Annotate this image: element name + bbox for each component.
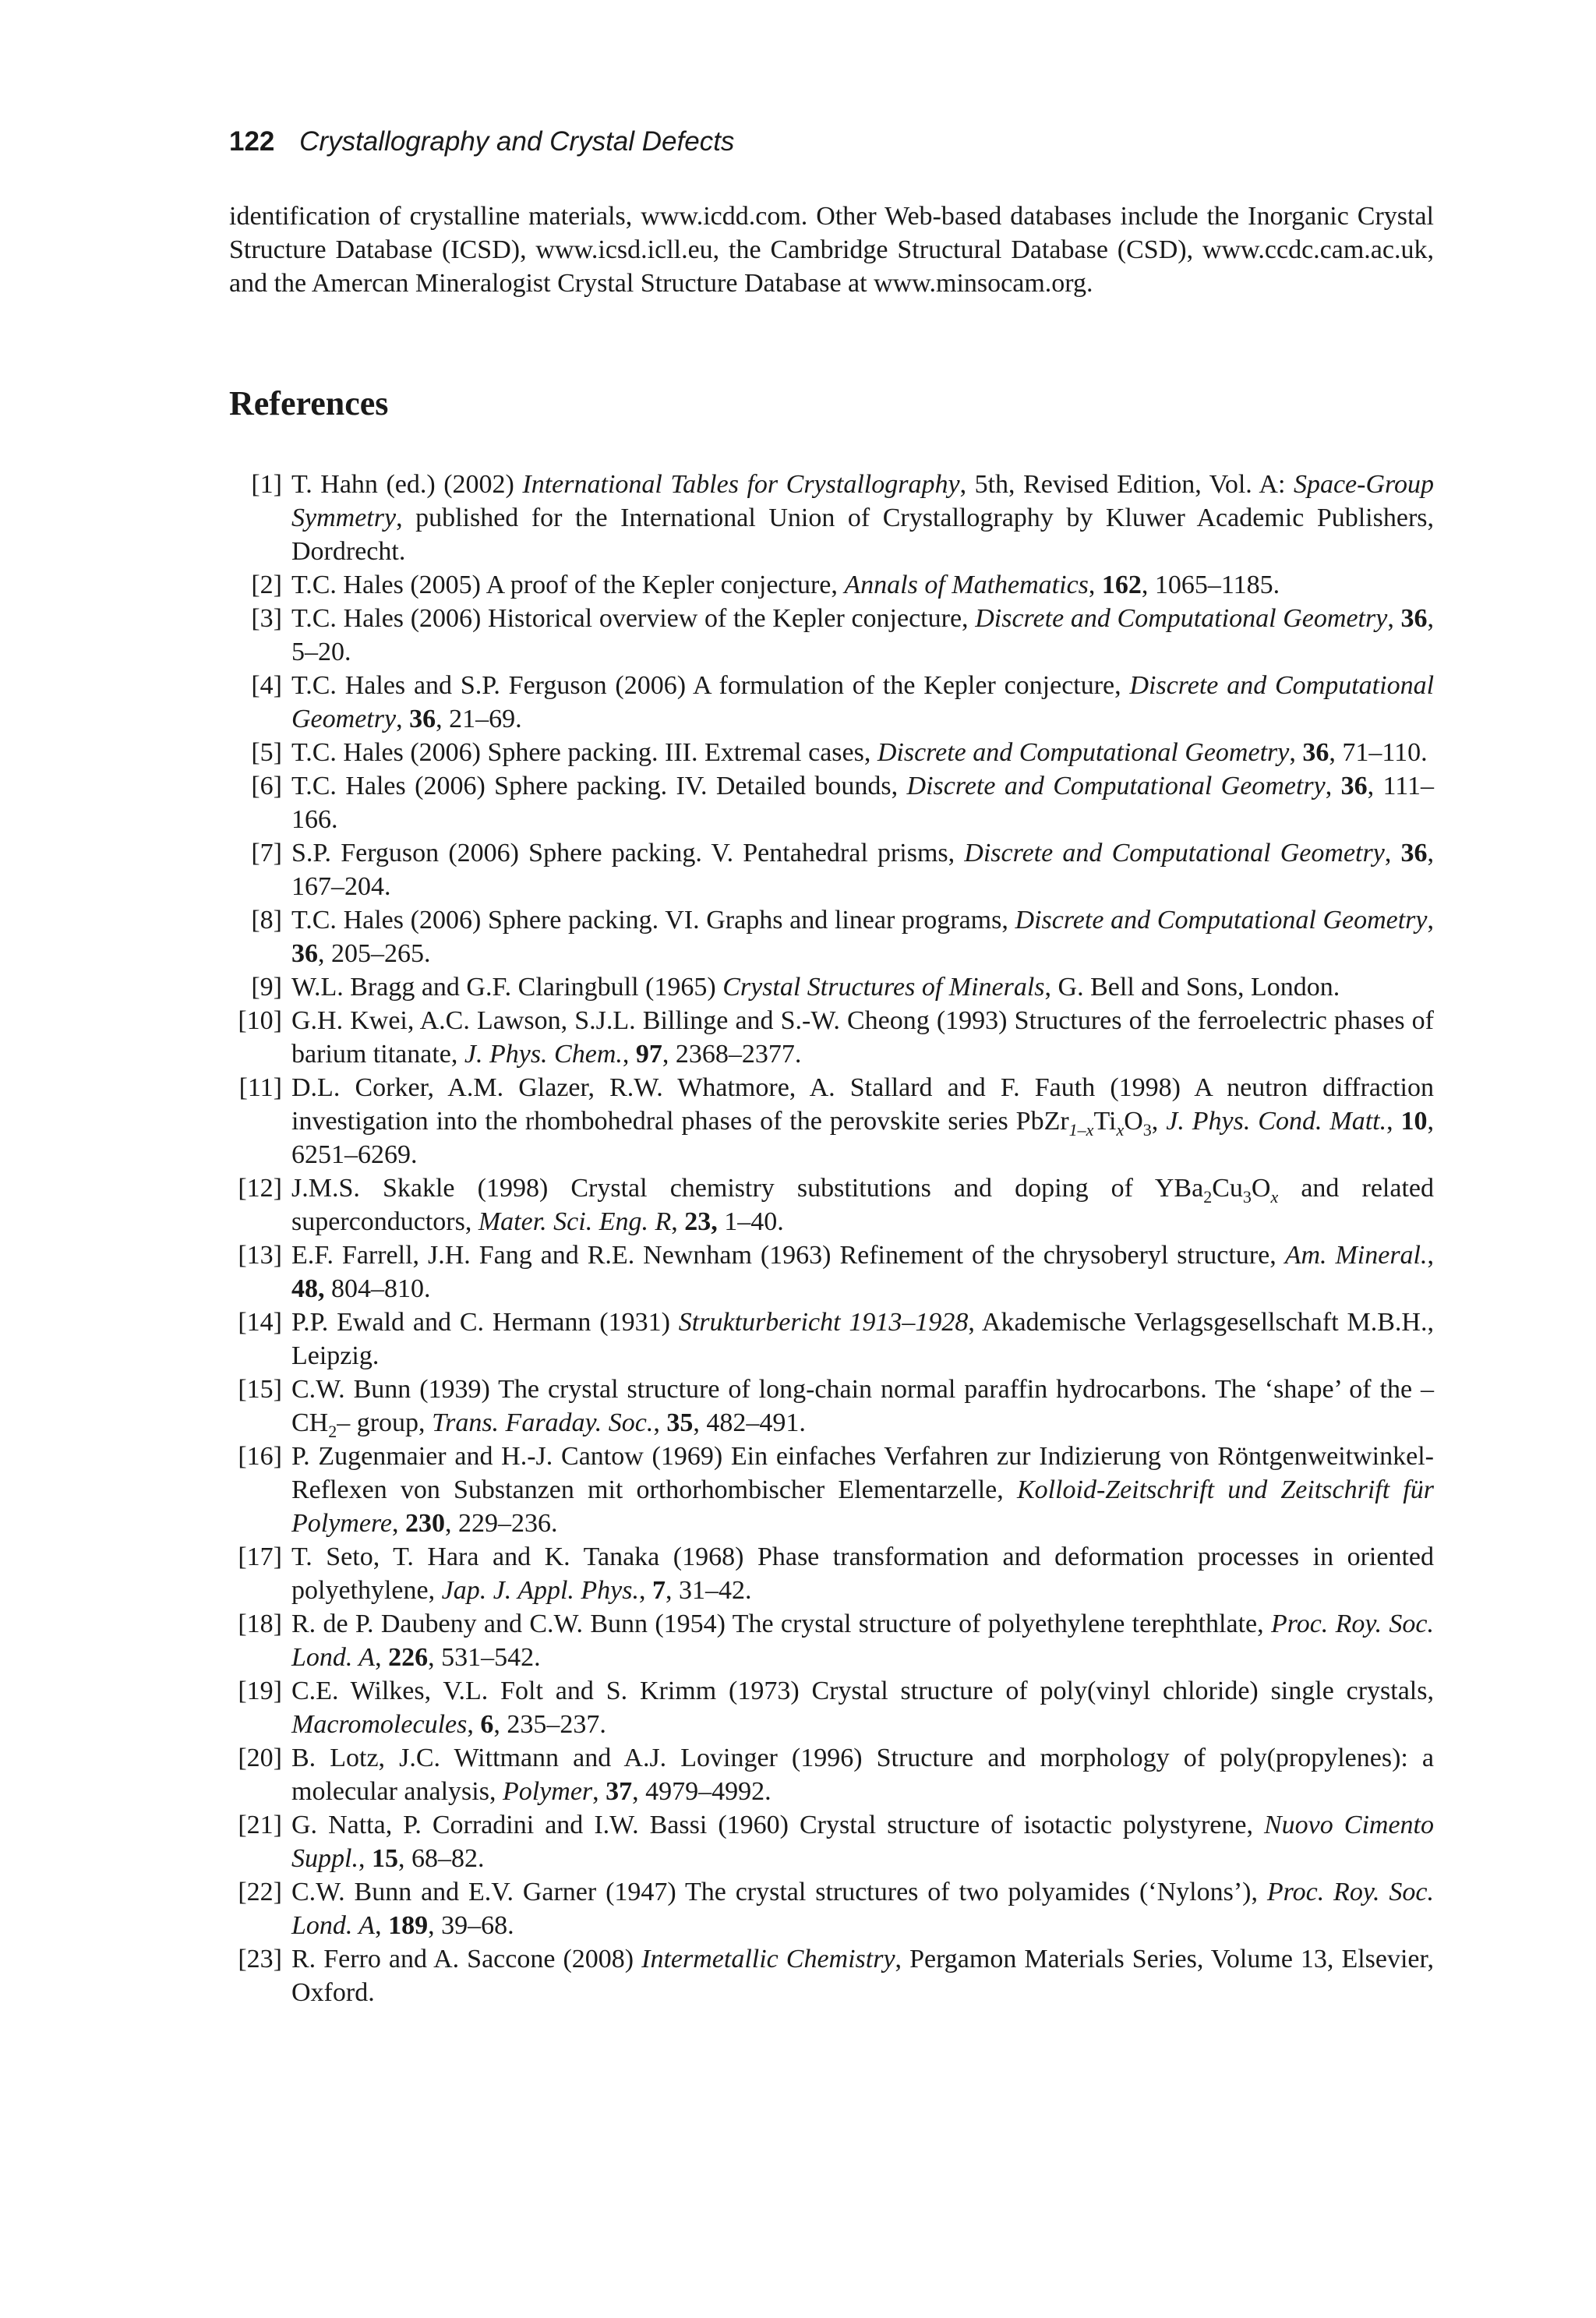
reference-text [291,1542,1434,1605]
reference-number: [23] [238,1945,282,1973]
reference-segment: , [1289,738,1303,767]
reference-text [291,1442,1434,1538]
reference-italic-segment: Discrete and Computational Geometry [906,772,1326,800]
reference-number: [12] [238,1174,282,1203]
reference-text [291,1811,1434,1873]
reference-segment: 2 [328,1421,337,1441]
reference-item [229,1607,1434,1674]
reference-segment: D.L. Corker, A.M. Glazer, R.W. Whatmore, A. Stallard and F. Fauth (1998) A neutron diffraction investigation into the rhombohedral phases of the perovskite series PbZr [291,1073,1434,1136]
reference-number: [22] [238,1878,282,1906]
reference-item [229,1808,1434,1875]
reference-segment: and related superconductors, [291,1174,1434,1236]
reference-item [229,1171,1434,1239]
reference-number: [5] [251,738,282,767]
reference-text [291,1308,1434,1370]
reference-bold-segment: 37 [606,1777,633,1806]
reference-segment: E.F. Farrell, J.H. Fang and R.E. Newnham (1963) Refinement of the chrysoberyl structure, [291,1241,1285,1270]
reference-text [291,738,1428,767]
reference-segment: R. Ferro and A. Saccone (2008) [291,1945,642,1973]
reference-segment: , [639,1576,652,1605]
reference-text [291,1878,1434,1940]
reference-item [229,1004,1434,1071]
reference-text [291,1241,1434,1303]
reference-segment: , [671,1207,685,1236]
reference-segment: , 235–237. [493,1710,606,1739]
reference-italic-segment: International Tables for Crystallography [522,470,960,499]
reference-item [229,1674,1434,1741]
reference-segment: B. Lotz, J.C. Wittmann and A.J. Lovinger (1996) Structure and morphology of poly(propylenes): a molecular analysis, [291,1744,1434,1806]
reference-segment: , 1065–1185. [1141,571,1280,599]
reference-text [291,839,1434,901]
reference-segment: , 4979–4992. [632,1777,772,1806]
reference-bold-segment: 162 [1101,571,1142,599]
reference-italic-segment: Proc. Roy. Soc. Lond. A [291,1610,1435,1672]
reference-number: [9] [251,973,282,1002]
reference-segment: , [396,705,410,733]
reference-italic-segment: Discrete and Computational Geometry [964,839,1385,867]
reference-item [229,769,1434,836]
reference-number: [4] [251,671,282,700]
reference-item [229,1440,1434,1540]
reference-number: [19] [238,1677,282,1705]
reference-segment: O [1251,1174,1271,1203]
reference-segment: T.C. Hales and S.P. Ferguson (2006) A formulation of the Kepler conjecture, [291,671,1130,700]
reference-italic-segment: Proc. Roy. Soc. Lond. A [291,1878,1435,1940]
reference-segment: , 68–82. [397,1844,485,1873]
reference-text [291,1610,1434,1672]
reference-bold-segment: 36 [1400,839,1428,867]
page-number: 122 [229,126,275,157]
reference-segment: T.C. Hales (2006) Sphere packing. VI. Graphs and linear programs, [291,906,1015,935]
reference-text [291,973,1340,1002]
reference-number: [20] [238,1744,282,1772]
reference-bold-segment: 97 [635,1040,662,1069]
reference-number: [21] [238,1811,282,1839]
reference-number: [1] [251,470,282,499]
reference-segment: , [1387,604,1401,633]
reference-segment: , [1386,1107,1401,1136]
reference-item [229,903,1434,970]
reference-italic-segment: Am. Mineral. [1284,1241,1428,1270]
reference-italic-segment: Nuovo Cimento Suppl. [291,1811,1434,1873]
reference-segment: , Pergamon Materials Series, Volume 13, Elsevier, Oxford. [291,1945,1434,2007]
reference-text [291,1677,1434,1739]
reference-segment: , published for the International Union of Crystallography by Kluwer Academic Publishers, Dordrecht. [291,504,1434,566]
reference-segment: , [467,1710,481,1739]
reference-bold-segment: 15 [371,1844,398,1873]
reference-segment: P.P. Ewald and C. Hermann (1931) [291,1308,679,1337]
reference-bold-segment: 36 [1340,772,1368,800]
reference-segment: , 167–204. [291,839,1435,901]
reference-segment: , 21–69. [436,705,522,733]
reference-number: [7] [251,839,282,867]
reference-number: [18] [238,1610,282,1638]
reference-bold-segment: 36 [291,939,318,968]
reference-text [291,1744,1434,1806]
reference-segment: J.M.S. Skakle (1998) Crystal chemistry substitutions and doping of YBa [291,1174,1204,1203]
reference-segment: O [1124,1107,1143,1136]
reference-segment: , Akademische Verlagsgesellschaft M.B.H., Leipzig. [291,1308,1434,1370]
reference-number: [11] [238,1073,282,1102]
reference-segment: 1–40. [717,1207,784,1236]
reference-bold-segment: 6 [480,1710,494,1739]
reference-italic-segment: Discrete and Computational Geometry [975,604,1388,633]
reference-segment: W.L. Bragg and G.F. Claringbull (1965) [291,973,723,1002]
reference-number: [17] [238,1542,282,1571]
reference-segment: T.C. Hales (2006) Historical overview of the Kepler conjecture, [291,604,976,633]
reference-italic-segment: Jap. J. Appl. Phys. [441,1576,639,1605]
reference-segment: , 31–42. [666,1576,752,1605]
reference-segment: T. Hahn (ed.) (2002) [291,470,523,499]
reference-segment: , 2368–2377. [662,1040,802,1069]
reference-italic-segment: Crystal Structures of Minerals [722,973,1045,1002]
reference-bold-segment: 226 [388,1643,429,1672]
reference-segment: , [1427,906,1434,935]
reference-segment: , [375,1643,389,1672]
reference-item [229,1875,1434,1942]
reference-italic-segment: Macromolecules [291,1710,468,1739]
reference-item [229,836,1434,903]
reference-segment: T.C. Hales (2006) Sphere packing. III. Extremal cases, [291,738,877,767]
reference-text [291,1073,1434,1169]
reference-segment: , [1325,772,1341,800]
reference-italic-segment: Polymer [502,1777,593,1806]
section-heading-references: References [229,384,389,422]
reference-italic-segment: x [1116,1119,1125,1140]
reference-segment: 2 [1203,1186,1213,1207]
reference-text [291,772,1434,834]
reference-italic-segment: Annals of Mathematics [844,571,1089,599]
reference-item [229,1306,1434,1373]
reference-item [229,970,1434,1004]
reference-segment: , [1088,571,1102,599]
reference-item [229,736,1434,769]
reference-item [229,602,1434,669]
reference-italic-segment: J. Phys. Cond. Matt. [1166,1107,1387,1136]
reference-segment: , [392,1509,406,1538]
reference-item [229,1540,1434,1607]
running-title: Crystallography and Crystal Defects [299,126,735,157]
reference-segment: G.H. Kwei, A.C. Lawson, S.J.L. Billinge and S.-W. Cheong (1993) Structures of the ferroelectric phases of barium titanate, [291,1006,1434,1069]
reference-list [229,468,1434,2009]
reference-number: [8] [251,906,282,935]
reference-segment: R. de P. Daubeny and C.W. Bunn (1954) The crystal structure of polyethylene terephthlate, [291,1610,1271,1638]
reference-segment: , 205–265. [318,939,431,968]
reference-number: [3] [251,604,282,633]
reference-segment: Cu [1212,1174,1243,1203]
reference-italic-segment: Strukturbericht 1913–1928 [678,1308,969,1337]
reference-italic-segment: Mater. Sci. Eng. R [478,1207,672,1236]
reference-segment: , 6251–6269. [291,1107,1435,1169]
reference-bold-segment: 36 [1400,604,1428,633]
reference-italic-segment: x [1270,1186,1279,1207]
reference-italic-segment: Discrete and Computational Geometry [1015,906,1428,935]
reference-italic-segment: Space-Group Symmetry [291,470,1434,532]
reference-segment: , 5th, Revised Edition, Vol. A: [959,470,1294,499]
reference-text [291,571,1280,599]
reference-segment: C.E. Wilkes, V.L. Folt and S. Krimm (1973) Crystal structure of poly(vinyl chloride) single crystals, [291,1677,1434,1705]
reference-segment: , [653,1408,667,1437]
reference-text [291,1375,1434,1441]
reference-italic-segment: Discrete and Computational Geometry [877,738,1290,767]
reference-number: [16] [238,1442,282,1471]
reference-segment: , 531–542. [428,1643,541,1672]
reference-text [291,1174,1434,1236]
reference-bold-segment: 10 [1400,1107,1428,1136]
reference-segment: G. Natta, P. Corradini and I.W. Bassi (1960) Crystal structure of isotactic polystyrene, [291,1811,1264,1839]
reference-text [291,671,1434,733]
reference-italic-segment: Discrete and Computational Geometry [291,671,1435,733]
reference-item [229,568,1434,602]
reference-segment: , [592,1777,606,1806]
reference-italic-segment: Intermetallic Chemistry [641,1945,895,1973]
reference-bold-segment: 230 [405,1509,446,1538]
reference-text [291,604,1434,666]
reference-segment: , [1151,1107,1167,1136]
reference-italic-segment: J. Phys. Chem. [464,1040,623,1069]
reference-text [291,1945,1434,2007]
reference-item [229,1741,1434,1808]
reference-number: [13] [238,1241,282,1270]
reference-item [229,1239,1434,1306]
reference-item [229,468,1434,568]
reference-segment: , [1384,839,1401,867]
reference-number: [15] [238,1375,282,1404]
reference-segment: 3 [1142,1119,1152,1140]
reference-italic-segment: 1–x [1068,1119,1094,1140]
reference-segment: , 5–20. [291,604,1435,666]
reference-segment: P. Zugenmaier and H.-J. Cantow (1969) Ein einfaches Verfahren zur Indizierung von Röntgenweitwinkel-Reflexen von Substanzen mit orthorhombischer Elementarzelle, [291,1442,1434,1504]
reference-segment: , 71–110. [1329,738,1428,767]
reference-number: [10] [238,1006,282,1035]
reference-segment: – group, [337,1408,433,1437]
reference-text [291,1006,1434,1069]
reference-segment: S.P. Ferguson (2006) Sphere packing. V. Pentahedral prisms, [291,839,965,867]
reference-number: [14] [238,1308,282,1337]
reference-bold-segment: 36 [1302,738,1329,767]
reference-segment: , 482–491. [693,1408,806,1437]
reference-bold-segment: 35 [666,1408,694,1437]
reference-bold-segment: 23, [684,1207,718,1236]
reference-segment: , 111–166. [291,772,1434,834]
reference-number: [2] [251,571,282,599]
reference-segment: , [375,1911,389,1940]
running-header [229,125,734,159]
reference-segment: C.W. Bunn and E.V. Garner (1947) The crystal structures of two polyamides (‘Nylons’), [291,1878,1267,1906]
reference-text [291,906,1434,968]
reference-bold-segment: 7 [652,1576,666,1605]
reference-segment: , [622,1040,636,1069]
reference-bold-segment: 189 [388,1911,429,1940]
reference-item [229,1071,1434,1171]
reference-item [229,669,1434,736]
reference-segment: T.C. Hales (2006) Sphere packing. IV. Detailed bounds, [291,772,907,800]
reference-segment: , 229–236. [445,1509,558,1538]
reference-text [291,470,1434,566]
reference-segment: , [1427,1241,1435,1270]
reference-italic-segment: Kolloid-Zeitschrift und Zeitschrift für Polymere [291,1475,1434,1538]
reference-segment: , G. Bell and Sons, London. [1044,973,1340,1002]
reference-segment: , 39–68. [428,1911,514,1940]
reference-segment: C.W. Bunn (1939) The crystal structure of long-chain normal paraffin hydrocarbons. The ‘shape’ of the –CH [291,1375,1434,1437]
reference-segment: , [358,1844,372,1873]
reference-item [229,1373,1434,1440]
reference-number: [6] [251,772,282,800]
reference-segment: 3 [1242,1186,1252,1207]
reference-bold-segment: 48, [291,1274,325,1303]
reference-segment: Ti [1093,1107,1117,1136]
reference-segment: T. Seto, T. Hara and K. Tanaka (1968) Phase transformation and deformation processes in oriented polyethylene, [291,1542,1434,1605]
reference-segment: 804–810. [324,1274,431,1303]
reference-item [229,1942,1434,2009]
reference-bold-segment: 36 [409,705,436,733]
reference-italic-segment: Trans. Faraday. Soc. [432,1408,654,1437]
intro-paragraph: identification of crystalline materials, www.icdd.com. Other Web-based databases include the Inorganic Crystal Structure Database (ICSD), www.icsd.icll.eu, the Cambridge Structural Database (CSD), www.ccdc.cam.ac.uk, and the Amercan Mineralogist Crystal Structure Database at www.minsocam.org. [229,202,1434,298]
reference-segment: T.C. Hales (2005) A proof of the Kepler conjecture, [291,571,845,599]
